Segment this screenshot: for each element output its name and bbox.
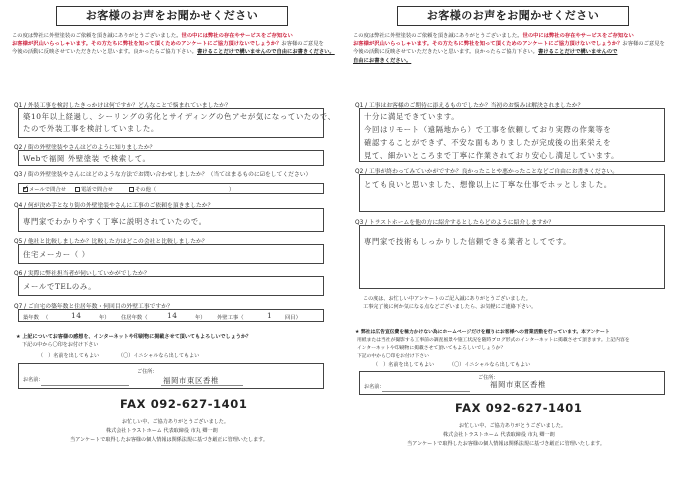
address-label-right: ご住所： <box>478 375 499 381</box>
answer-1-line-1: 築10年以上経過し、シーリングの劣化とサイディングの色アセが気になっていたので、 <box>23 112 336 121</box>
intro-text: この度は弊社に外壁塗装のご依頼を頂き誠にありがとうございました。世の中には弊社の存在やサービスをご存知ない お客様が沢山いらっしゃいます。その方たちに弊社を知って頂くためのアンケートにご協力頂けないでしょうか？お客様のご意見を 今後の活動に反映させていただきたいと思います。良かったらご協力下さい。書けることだけで構いませんので自由にお書きください。 <box>12 33 335 56</box>
consent-option-name[interactable]: （ ）名前を出してもよい <box>38 353 100 359</box>
footer-company: 株式会社トラストホーム 代表取締役 市丸 卿一朗 <box>106 428 218 434</box>
answer-box-1-right[interactable] <box>359 108 665 162</box>
live-years-label: 住居年数（ <box>121 315 148 321</box>
question-3-right: Q3 / トラストホームを他の方に紹介するとしたらどのように紹介しますか？ <box>355 220 555 226</box>
option-email[interactable]: ✓メールで問合せ <box>23 185 66 193</box>
answer-box-6[interactable] <box>18 276 324 296</box>
answer-1-line-2: たので外装工事を検討していました。 <box>23 124 159 133</box>
consent-right-line-3: インターネットや印刷物に掲載させて頂いてもよろしいでしょうか？ <box>357 346 506 351</box>
survey-title-right: お客様のお声をお聞かせください <box>397 6 629 26</box>
build-years-label: 築年数 <box>23 315 39 321</box>
question-2: Q2 / 街の外壁塗装やさんはどのように知りましたか？ <box>14 145 156 151</box>
consent-instruction: 下記の中から〇印をお付け下さい <box>22 342 99 348</box>
answer-box-3-right[interactable] <box>359 225 665 289</box>
fax-number: FAX 092-627-1401 <box>120 397 248 411</box>
thanks-line-1: この度は、お忙しい中アンケートのご記入誠にありがとうございました。 <box>363 296 531 302</box>
consent-right-option-name[interactable]: （ ）名前を出してもよい <box>373 362 435 368</box>
consent-right-line-2: 用紙または当社が撮影する工事前の調査風景や施工状況を随時ブログ形式のインターネットに掲載させて頂きます。上記内容を <box>357 338 630 343</box>
question-5: Q5 / 他社と比較しましたか？比較した方はどこの会社と比較しましたか？ <box>14 239 208 245</box>
answer-box-1[interactable] <box>18 108 336 138</box>
consent-option-initials[interactable]: （〇）イニシャルなら出してもよい <box>118 353 200 359</box>
repaint-count-value: 1 <box>267 311 273 320</box>
answer-1-right-line-1: 十分に満足できています。 <box>364 112 460 121</box>
checkbox-email[interactable] <box>23 187 28 192</box>
answer-box-7[interactable] <box>18 309 324 322</box>
live-years-value: 14 <box>167 311 178 320</box>
consent-right-line-1: ★ 弊社は広告宣伝費を極力かけない為にホームページだけを頼りにお客様への営業活動を行っています。本アンケート <box>355 330 610 335</box>
name-label: お名前： <box>23 377 44 383</box>
thanks-line-2: 工事完了後に何か気になる点などございましたら、お気軽にご連絡下さい。 <box>363 304 537 310</box>
repaint-count-label: 外壁工事（ <box>217 315 244 321</box>
consent-question: ★ 上記についてお客様の感想を、インターネットや印刷物に掲載させて頂いてもよろしいでしょうか？ <box>16 334 252 340</box>
answer-3-right: 専門家で技術もしっかりした信頼できる業者としてです。 <box>364 237 572 246</box>
address-underline <box>161 385 243 386</box>
option-other-close: ） <box>229 187 235 193</box>
question-6: Q6 / 実際に弊社担当者が伺いしていかがでしたか？ <box>14 271 150 277</box>
survey-sheet-left <box>8 4 341 484</box>
footer-privacy: 当アンケートで取得したお客様の個人情報は関係法規に基づき厳正に管理いたします。 <box>70 437 268 443</box>
answer-box-5[interactable] <box>18 244 324 264</box>
name-underline <box>41 385 129 386</box>
name-address-box <box>18 363 324 389</box>
answer-2-right: とても良いと思いました、想像以上に丁寧な仕事でホッとしました。 <box>364 180 612 189</box>
question-1: Q1 / 外装工事を検討したきっかけは何ですか？どんなことで悩まれていましたか？ <box>14 103 231 109</box>
footer-privacy-right: 当アンケートで取得したお客様の個人情報は関係法規に基づき厳正に管理いたします。 <box>407 441 605 447</box>
fax-number-right: FAX 092-627-1401 <box>455 401 583 415</box>
checkbox-other[interactable] <box>129 187 134 192</box>
option-phone[interactable]: 電話で問合せ <box>75 185 113 193</box>
option-other[interactable]: その他（ <box>129 185 156 193</box>
build-years-unit: 年） <box>99 315 110 321</box>
live-years-unit: 年） <box>195 315 206 321</box>
name-underline-right <box>382 391 470 392</box>
answer-box-4[interactable] <box>18 208 324 232</box>
build-years-value: 14 <box>71 311 82 320</box>
survey-title: お客様のお声をお聞かせください <box>56 6 288 26</box>
question-4: Q4 / 何が決め手となり街の外壁塗装やさんに工事のご依頼を頂きましたか？ <box>14 203 214 209</box>
repaint-count-unit: 回目） <box>285 315 301 321</box>
answer-6: メールでTELのみ。 <box>23 282 97 291</box>
footer-company-right: 株式会社トラストホーム 代表取締役 市丸 卿一朗 <box>443 432 555 438</box>
address-label: ご住所： <box>137 369 158 375</box>
answer-1-right-line-2: 今回はリモート（遠隔地から）で工事を依頼しており実際の作業等を <box>364 125 612 134</box>
name-address-box-right <box>359 371 665 395</box>
footer-thanks: お忙しい中、ご協力ありがとうございました。 <box>122 419 229 425</box>
answer-5: 住宅メーカー（ ） <box>23 250 90 259</box>
consent-right-instruction: 下記の中から〇印をお付け下さい <box>357 354 429 359</box>
build-years-open: （ <box>43 315 49 321</box>
consent-right-option-initials[interactable]: （〇）イニシャルなら出してもよい <box>449 362 531 368</box>
footer-thanks-right: お忙しい中、ご協力ありがとうございました。 <box>459 423 566 429</box>
answer-1-right-line-4: 見て、細かいところまで丁寧に作業されており安心し満足しています。 <box>364 151 619 160</box>
survey-sheet-right <box>349 4 682 484</box>
question-1-right: Q1 / 工事はお客様のご期待に添えるものでしたか？当初のお悩みは解決されましたか？ <box>355 103 584 109</box>
contact-method-box <box>18 183 324 194</box>
intro-text-right: この度は弊社に外壁塗装のご依頼を頂き誠にありがとうございました。世の中には弊社の存在やサービスをご存知ない お客様が沢山いらっしゃいます。その方たちに弊社を知って頂くためのアンケートにご協力頂けないでしょうか？お客様のご意見を 今後の活動に反映させていただきたいと思います。良かったらご協力下さい。書けることだけで構いませんので 自由にお書きください。 <box>353 33 665 64</box>
answer-4: 専門家でわかりやすく丁寧に説明されていたので。 <box>23 217 207 226</box>
answer-box-2[interactable] <box>18 150 324 166</box>
answer-2: Webで福岡 外壁塗装 で検索して。 <box>23 154 151 163</box>
question-7: Q7 / ご自宅の築年数と住居年数・何回目の外壁工事ですか？ <box>14 304 173 310</box>
question-3: Q3 / 街の外壁塗装やさんにはどのような方法でお問い合わせしましたか？（当てはまるものに☑をしてください） <box>14 172 312 178</box>
answer-box-2-right[interactable] <box>359 174 665 212</box>
address-value-right: 福岡市東区香椎 <box>490 380 546 389</box>
address-value: 福岡市東区香椎 <box>163 376 219 385</box>
name-label-right: お名前： <box>364 384 385 390</box>
question-2-right: Q2 / 工事が終わってみていかがですか？良かったことや悪かったことなどご自由にお書きください。 <box>355 169 619 175</box>
checkbox-phone[interactable] <box>75 187 80 192</box>
answer-1-right-line-3: 確認することができず、不安な面もありましたが完成後の出来栄えを <box>364 138 612 147</box>
